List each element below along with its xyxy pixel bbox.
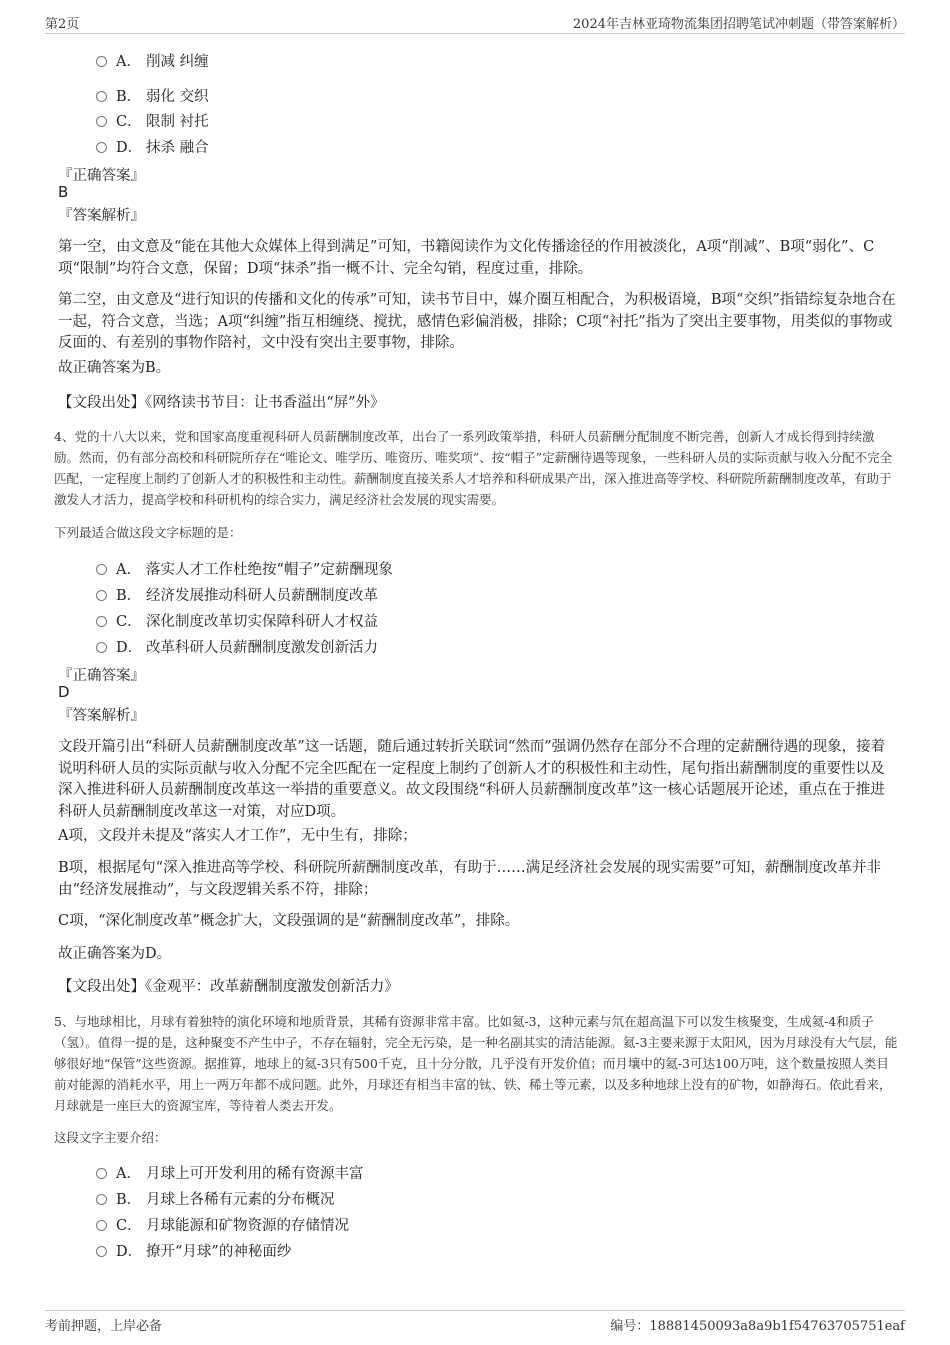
q3-option-d[interactable]: D． 抹杀 融合 [96, 136, 209, 157]
correct-answer-label: 『正确答案』 [58, 668, 145, 684]
q5-option-c[interactable]: C． 月球能源和矿物资源的存储情况 [96, 1214, 349, 1235]
correct-answer-label: 『正确答案』 [58, 168, 145, 184]
analysis-paragraph: 第一空，由文意及“能在其他大众媒体上得到满足”可知，书籍阅读作为文化传播途径的作用被淡化，A项“削减”、B项“弱化”、C项“限制”均符合文意，保留；D项“抹杀”指一概不计、完全勾销，程度过重，排除。 [58, 239, 875, 277]
q4-option-c[interactable]: C． 深化制度改革切实保障科研人才权益 [96, 610, 378, 631]
analysis-option-b: B项，根据尾句“深入推进高等学校、科研院所薪酬制度改革，有助于……满足经济社会发展的现实需要”可知，薪酬制度改革并非由“经济发展推动”，与文段逻辑关系不符，排除； [58, 860, 881, 898]
radio-icon[interactable] [96, 91, 107, 102]
q3-option-a[interactable]: A． 削减 纠缠 [96, 50, 209, 71]
correct-answer: D [58, 683, 70, 701]
document-id: 编号：18881450093a8a9b1f54763705751eaf [610, 1319, 905, 1334]
correct-answer: B [58, 183, 69, 201]
radio-icon[interactable] [96, 564, 107, 575]
radio-icon[interactable] [96, 56, 107, 67]
page-footer [45, 1310, 905, 1335]
radio-icon[interactable] [96, 1246, 107, 1257]
radio-icon[interactable] [96, 642, 107, 653]
radio-icon[interactable] [96, 590, 107, 601]
question-5-text: 5、与地球相比，月球有着独特的演化环境和地质背景，其稀有资源非常丰富。比如氦-3，这种元素与氘在超高温下可以发生核聚变，生成氦-4和质子（氢）。值得一提的是，这种聚变不产生中子，不存在辐射，完全无污染，是一种名副其实的清洁能源。氦-3主要来源于太阳风，因为月球没有大气层，能够很好地“保管”这些资源。据推算，地球上的氦-3只有500千克，且十分分散，几乎没有开发价值；而月壤中的氦-3可达100万吨，这个数量按照人类目前对能源的消耗水平，用上一两万年都不成问题。此外，月球还有相当丰富的钛、铁、稀土等元素，以及多种地球上没有的矿物，如静海石。依此看来，月球就是一座巨大的资源宝库，等待着人类去开发。 [54, 1014, 898, 1113]
analysis-paragraph: 第二空，由文意及“进行知识的传播和文化的传承”可知，读书节目中，媒介圈互相配合，为积极语境，B项“交织”指错综复杂地合在一起，符合文意，当选；A项“纠缠”指互相缠绕、搅扰，感情色彩偏消极，排除；C项“衬托”指为了突出主要事物，用类似的事物或反面的、有差别的事物作陪衬，文中没有突出主要事物，排除。 [58, 292, 896, 351]
q3-option-b[interactable]: B． 弱化 交织 [96, 85, 209, 106]
footer-slogan: 考前押题，上岸必备 [45, 1319, 163, 1334]
page-number: 第2页 [45, 17, 80, 32]
analysis-conclusion: 故正确答案为B。 [58, 360, 171, 376]
page-header [45, 11, 905, 34]
question-4-text: 4、党的十八大以来，党和国家高度重视科研人员薪酬制度改革，出台了一系列政策举措，科研人员薪酬分配制度不断完善，创新人才成长得到持续激励。然而，仍有部分高校和科研院所存在“唯论文、唯学历、唯资历、唯奖项”、按“帽子”定薪酬待遇等现象，一些科研人员的实际贡献与收入分配不完全匹配，一定程度上制约了创新人才的积极性和主动性。薪酬制度直接关系人才培养和科研成果产出，深入推进高等学校、科研院所薪酬制度改革，有助于激发人才活力，提高学校和科研机构的综合实力，满足经济社会发展的现实需要。 [54, 429, 893, 507]
source-citation: 【文段出处】《网络读书节目：让书香溢出“屏”外》 [58, 395, 385, 411]
analysis-label: 『答案解析』 [58, 208, 145, 224]
document-title: 2024年吉林亚琦物流集团招聘笔试冲刺题（带答案解析） [572, 17, 905, 32]
question-4-prompt: 下列最适合做这段文字标题的是： [54, 525, 242, 540]
analysis-option-c: C项，“深化制度改革”概念扩大，文段强调的是“薪酬制度改革”，排除。 [58, 913, 520, 929]
q4-option-d[interactable]: D． 改革科研人员薪酬制度激发创新活力 [96, 636, 378, 657]
q5-option-b[interactable]: B． 月球上各稀有元素的分布概况 [96, 1188, 335, 1209]
q5-option-d[interactable]: D． 撩开“月球”的神秘面纱 [96, 1240, 291, 1261]
radio-icon[interactable] [96, 142, 107, 153]
q5-option-a[interactable]: A． 月球上可开发利用的稀有资源丰富 [96, 1162, 364, 1183]
analysis-option-a: A项，文段并未提及“落实人才工作”，无中生有，排除； [58, 828, 417, 844]
radio-icon[interactable] [96, 1168, 107, 1179]
source-citation: 【文段出处】《金观平：改革薪酬制度激发创新活力》 [58, 979, 399, 995]
q4-option-b[interactable]: B． 经济发展推动科研人员薪酬制度改革 [96, 584, 378, 605]
analysis-paragraph: 文段开篇引出“科研人员薪酬制度改革”这一话题，随后通过转折关联词“然而”强调仍然存在部分不合理的定薪酬待遇的现象，接着说明科研人员的实际贡献与收入分配不完全匹配在一定程度上制约了创新人才的积极性和主动性，尾句指出薪酬制度的重要性以及深入推进科研人员薪酬制度改革这一举措的重要意义。故文段围绕“科研人员薪酬制度改革”这一核心话题展开论述，重点在于推进科研人员薪酬制度改革这一对策，对应D项。 [58, 739, 886, 820]
analysis-label: 『答案解析』 [58, 708, 145, 724]
q3-option-c[interactable]: C． 限制 衬托 [96, 110, 209, 131]
radio-icon[interactable] [96, 616, 107, 627]
q4-option-a[interactable]: A． 落实人才工作杜绝按“帽子”定薪酬现象 [96, 558, 393, 579]
radio-icon[interactable] [96, 1194, 107, 1205]
analysis-conclusion: 故正确答案为D。 [58, 946, 172, 962]
radio-icon[interactable] [96, 116, 107, 127]
radio-icon[interactable] [96, 1220, 107, 1231]
question-5-prompt: 这段文字主要介绍： [54, 1130, 167, 1145]
